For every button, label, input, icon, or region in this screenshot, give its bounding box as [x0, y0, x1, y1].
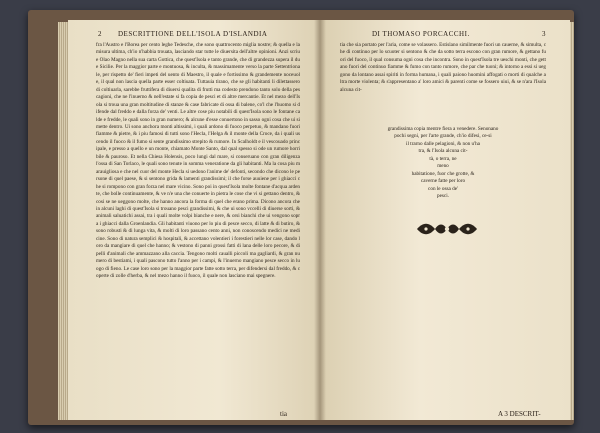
- left-page-number: 2: [98, 30, 102, 38]
- taper-line: con le ossa de': [428, 185, 458, 192]
- right-page-number: 3: [542, 30, 546, 38]
- right-running-head: DI THOMASO PORCACCHI.: [372, 30, 470, 38]
- taper-line: pochi segni, per l'arte grande, ch'io difesi, ce-si: [394, 133, 492, 140]
- taper-line: habitatione, fuor che grotte, &: [411, 170, 475, 177]
- right-catchword: A 3 DESCRIT-: [498, 410, 541, 418]
- left-catchword: tia: [280, 410, 287, 418]
- taper-line: grandissima copia mentre fiera a venedere. Senonano: [387, 126, 499, 132]
- left-running-head: DESCRITTIONE DELL'ISOLA D'ISLANDIA: [118, 30, 268, 38]
- taper-line: il trarno dalle pelagioni, & non u'ha: [406, 140, 480, 147]
- book: [28, 10, 574, 425]
- book-gutter: [314, 20, 326, 420]
- tapered-text-block: [340, 126, 546, 201]
- taper-line: tà, o terra, ne: [429, 155, 457, 162]
- taper-line: meno: [437, 163, 449, 170]
- left-page: [68, 20, 320, 420]
- taper-line: caverne fatte per loro: [420, 178, 466, 185]
- printers-ornament-icon: [415, 220, 479, 238]
- left-body-text: fra l'Austro e l'Borea per cento leghe Tedesche, che sono quattrocento miglia nostre; & quella e la misura ultima, ch'io n'habbia trouata, lasciando star tutte le diuersita dell'altre opinioni. Anzi scriue Olao Magno nella sua carta Gottica, che quest'Isola e tanto grande, che di grandezza supera il due Sicilie. Per la maggior parte e montuosa, & inculta, & massimamente verso la parte Settentrionale, per rispetto de' fieri impeti del uento di Maestro, il quale e fortissimo & grandemente noceuole, il qual non lascia quella parte esser coltiuata. Tuttauia tirano, che se gli habitanti li dilettassero di coltiuarla, sarebbe fruttifera di diuersi qualita di frutti ma codesto prendono tanto solo della pescagioni, che ne l'inuerno & nell'estate si fa copia de pesci et di altre mercantie. Et nel mezo dell'Isola si troua una gran moltitudine di stanze & case fabricate di ossa di balene, co'l che l'huomo si difende dal freddo e dalla forza de' venti. Le altre cose piu notabili di quest'Isola sono le fontane calde e fredde, le quali sono in gran numero; & alcune d'esse conuertono in sasso ogni cosa che ui si mette dentro. Ui sono anchora monti altissimi, i quali ardono di fuoco perpetuo, & mandano fuori fiamme & pietre, & i piu famosi di tutti sono l'Hecla, l'Helga & il monte della Croce, da i quali uscendo il fuoco & il fumo si sente grandissimo strepito & rumore. In Scalholdt e il vescouado principale, e presso a quello e un monte, chiamato Monte Santo, dal qual spesso si ode un rumore horribile & pauroso. Et nella Chiesa Holensis, poco lungi dal mare, si conseruano con gran diligenza l'ossa di San Torlaco, le quali sono tenute in somma veneratione da gli habitanti. Ma la cosa piu marauigliosa e che nel cuor del monte Hecla si uedono l'anime de' defonti, secondo che dicono le persone di quel paese, & si sentono grida & lamenti grandissimi; il che forse auuiene per i ghiacci che si rompono con gran forza nel mare vicino. Sono poi in quest'Isola molte fontane d'acqua ardente, che bolle continuamente, & ve n'e una che conuerte in pietra le cose che vi si gettano dentro, & cosi se ne ueggono molte, che hanno ancora la forma di quel che erano prima. Dicono ancora che in alcuni laghi di quest'Isola si trouano pesci grandissimi, & che ui sono vccelli di diuerse sorti, & animali saluatichi assai, tra i quali molte volpi bianche e nere, & orsi bianchi che ui vengono sopra i ghiacci dalla Groenlandia. Gli habitanti viuono per lo piu di pesce secco, di latte & di butiro, & sono robusti & di lunga vita, & molti di loro passano cento anni, non conoscendo medici ne medicine. Sono di natura semplici & hospitali, & accettano volentieri i forestieri nelle lor case, dando loro da mangiare di quel che hanno; & vestono di panni grossi fatti di lana delle loro pecore, & di pelli d'animali che ammazzano alla caccia. Tengono molti caualli piccoli ma gagliardi, & gran numero di bestiami, i quali pascono tutto l'anno per i campi, & l'inuerno mangiano pesce secco in luogo di fieno. Le case loro sono per la maggior parte fatte sotto terra, per difendersi dal freddo, & coperte di zolle d'herba, & nel mezo hanno il fuoco, il quale non lasciano mai spegnere.: [96, 42, 300, 280]
- right-page: [320, 20, 570, 420]
- taper-line: pesci.: [437, 193, 449, 200]
- right-body-text: tia che sia portato per l'aria, come se volassero. Estislano similmente fuori un cauerne, & simulta, che di continuo per lo scuoter si sentono & che da sotto terra escono con gran rumore, & gettano fuori del fuoco, il qual consuma ogni cosa che incontra. Sono in quest'Isola tre ueschi monti, che gettano fuori del continuo fiamme & fumo con tanto rumore, che par che tuoni; & intorno a essi si ueggono da lontano assai spiriti in forma humana, i quali paiono huomini affogati o morti di qualche altra morte violenta; & s'appresentano a' loro amici & parenti come se fossero uiui, & se n'ara l'Isola alcuna cit-: [340, 42, 546, 93]
- taper-line: tra, & l'Isola alcuna cit-: [418, 148, 468, 155]
